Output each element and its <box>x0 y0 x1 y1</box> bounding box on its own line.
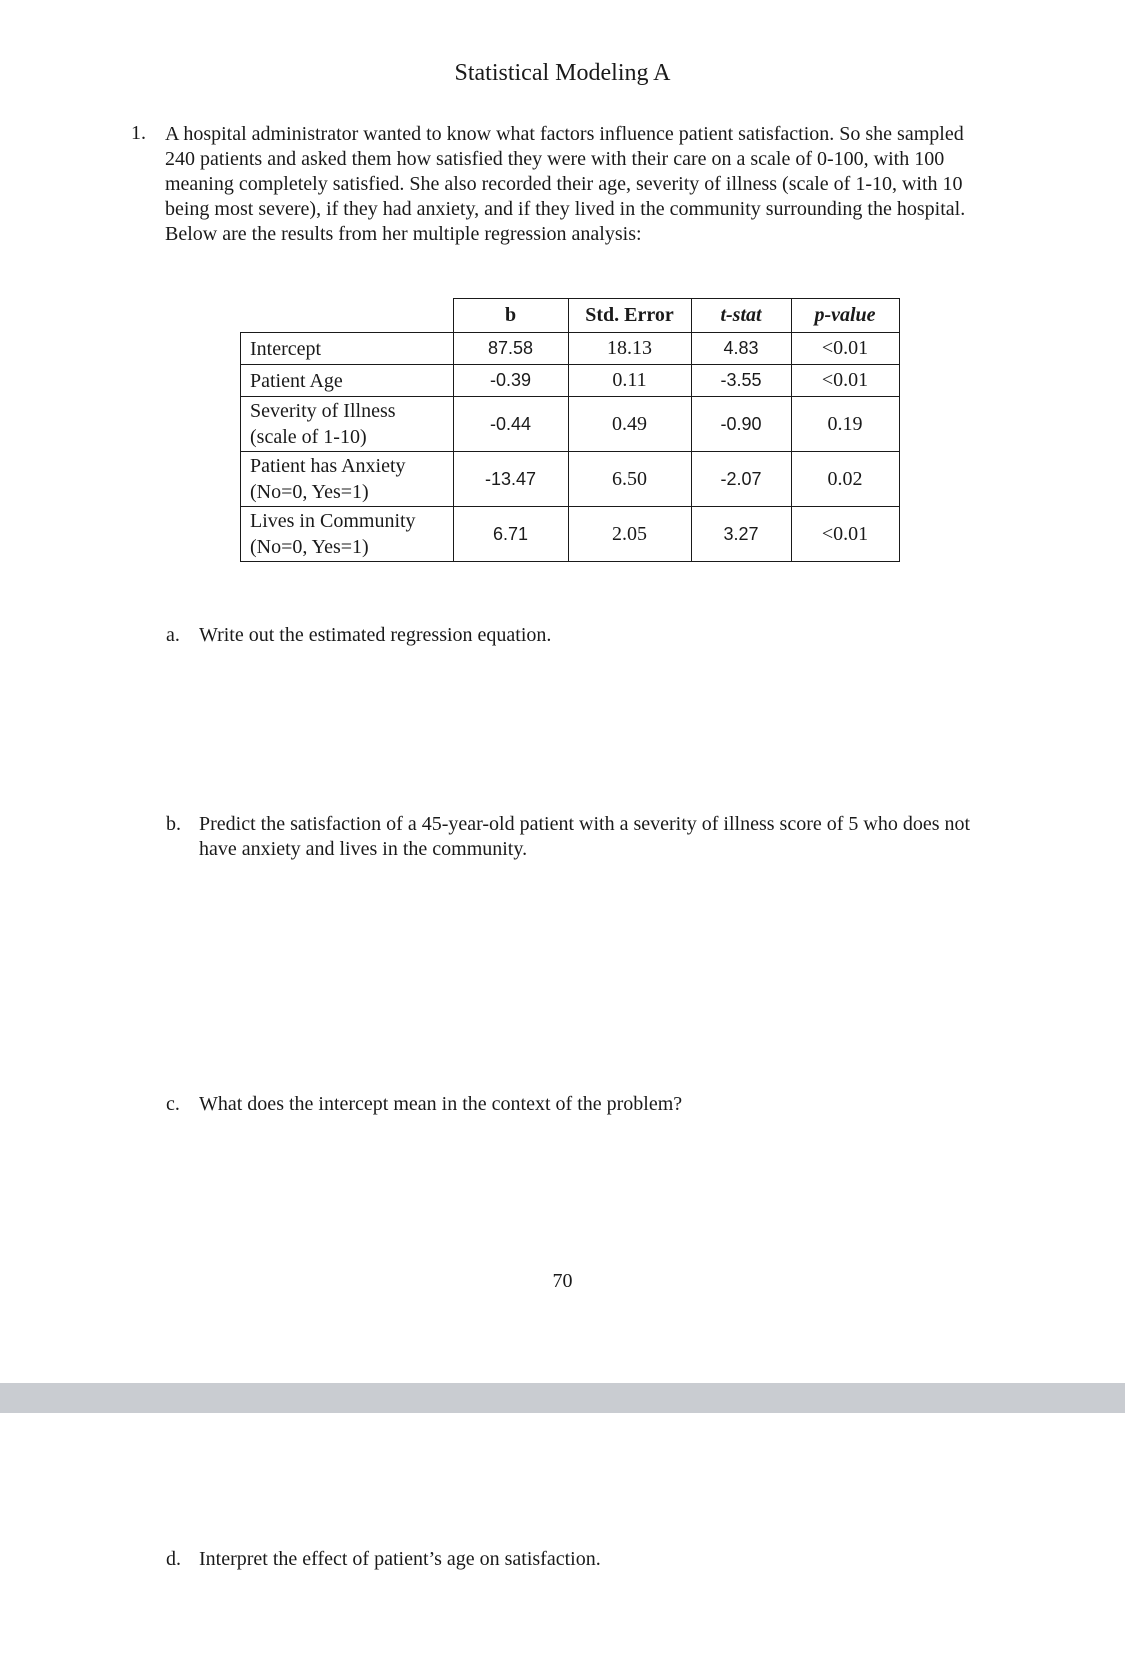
row-label <box>241 397 454 452</box>
cell-t-stat: 3.27 <box>691 507 791 562</box>
page-number: 70 <box>552 1270 573 1292</box>
page-title: Statistical Modeling A <box>454 60 671 86</box>
cell-p-value: 0.02 <box>791 452 899 507</box>
header-blank <box>241 299 454 333</box>
header-b: b <box>453 299 568 333</box>
cell-t-stat: 4.83 <box>691 333 791 365</box>
cell-b: -13.47 <box>453 452 568 507</box>
part-b-text: Predict the satisfaction of a 45-year-old patient with a severity of illness score of 5 who does not have anxiety and lives in the community. <box>199 813 971 860</box>
row-label-line2: (No=0, Yes=1) <box>250 481 369 503</box>
part-c-letter: c. <box>166 1093 180 1115</box>
table-row <box>241 397 900 452</box>
cell-t-stat: -0.90 <box>691 397 791 452</box>
row-label-line1: Patient has Anxiety <box>250 455 406 477</box>
cell-p-value: <0.01 <box>791 365 899 397</box>
cell-t-stat: -3.55 <box>691 365 791 397</box>
cell-p-value: <0.01 <box>791 333 899 365</box>
header-std-error: Std. Error <box>568 299 691 333</box>
cell-std-error: 2.05 <box>568 507 691 562</box>
row-label <box>241 365 454 397</box>
part-b-letter: b. <box>166 813 181 835</box>
part-d-text: Interpret the effect of patient’s age on satisfaction. <box>199 1548 601 1570</box>
row-label-line1: Lives in Community <box>250 510 416 532</box>
regression-table <box>240 298 900 562</box>
row-label <box>241 333 454 365</box>
part-a-text: Write out the estimated regression equation. <box>199 624 552 646</box>
header-p-value: p-value <box>791 299 899 333</box>
page-separator <box>0 1383 1125 1413</box>
row-label <box>241 452 454 507</box>
row-label-line1: Intercept <box>250 337 322 360</box>
row-label-line1: Patient Age <box>250 369 343 392</box>
part-a-letter: a. <box>166 624 180 646</box>
cell-b: -0.44 <box>453 397 568 452</box>
cell-std-error: 0.11 <box>568 365 691 397</box>
row-label-line2: (No=0, Yes=1) <box>250 536 369 558</box>
cell-p-value: <0.01 <box>791 507 899 562</box>
part-c-text: What does the intercept mean in the context of the problem? <box>199 1093 683 1115</box>
cell-b: 87.58 <box>453 333 568 365</box>
part-d-letter: d. <box>166 1548 181 1570</box>
header-t-stat: t-stat <box>691 299 791 333</box>
row-label-line1: Severity of Illness <box>250 400 396 422</box>
question-text: A hospital administrator wanted to know what factors influence patient satisfaction. So she sampled 240 patients and asked them how satisfied they were with their care on a scale of 0-100, with 100 meaning completely satisfied. She also recorded their age, severity of illness (scale of 1-10, with 10 being most severe), if they had anxiety, and if they lived in the community surrounding the hospital. Below are the results from her multiple regression analysis: <box>165 123 966 245</box>
table-row <box>241 507 900 562</box>
row-label <box>241 507 454 562</box>
cell-std-error: 6.50 <box>568 452 691 507</box>
row-label-line2: (scale of 1-10) <box>250 426 367 448</box>
table-row <box>241 333 900 365</box>
cell-b: 6.71 <box>453 507 568 562</box>
question-number: 1. <box>131 122 146 144</box>
cell-t-stat: -2.07 <box>691 452 791 507</box>
table-row <box>241 365 900 397</box>
cell-p-value: 0.19 <box>791 397 899 452</box>
table-header-row <box>241 299 900 333</box>
cell-std-error: 0.49 <box>568 397 691 452</box>
cell-b: -0.39 <box>453 365 568 397</box>
cell-std-error: 18.13 <box>568 333 691 365</box>
table-row <box>241 452 900 507</box>
